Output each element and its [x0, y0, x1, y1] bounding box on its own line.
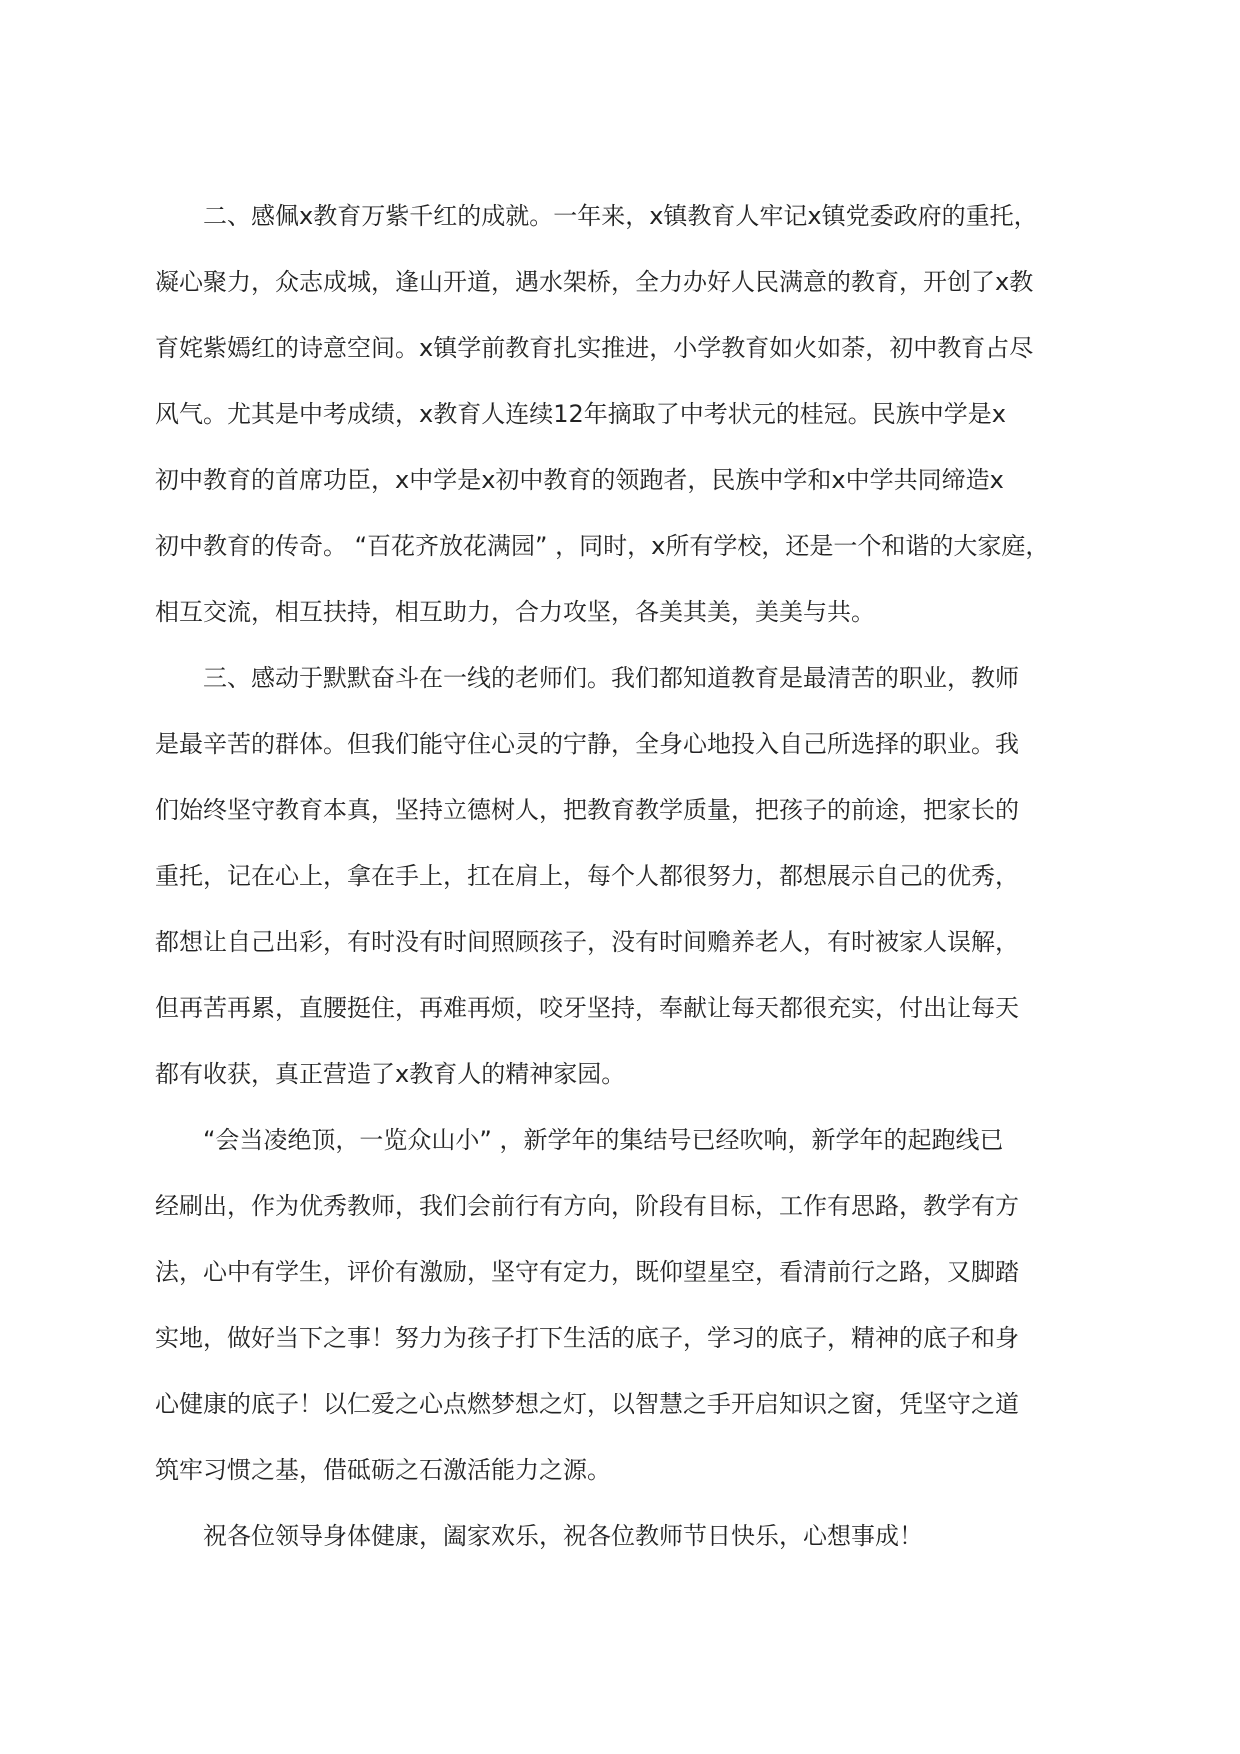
text-line: 二、感佩x教育万紫千红的成就。一年来，x镇教育人牢记x镇党委政府的重托，	[203, 202, 1038, 230]
text-line: 法，心中有学生，评价有激励，坚守有定力，既仰望星空，看清前行之路，又脚踏	[155, 1258, 1019, 1286]
text-line: 是最辛苦的群体。但我们能守住心灵的宁静，全身心地投入自己所选择的职业。我	[155, 730, 1019, 758]
text-line: 实地，做好当下之事！努力为孩子打下生活的底子，学习的底子，精神的底子和身	[155, 1324, 1019, 1352]
text-line: 风气。尤其是中考成绩，x教育人连续12年摘取了中考状元的桂冠。民族中学是x	[155, 400, 1006, 428]
paragraph-closing-wishes	[155, 1503, 1087, 1569]
text-line: 育姹紫嫣红的诗意空间。x镇学前教育扎实推进，小学教育如火如荼，初中教育占尽	[155, 334, 1034, 362]
text-line: 相互交流，相互扶持，相互助力，合力攻坚，各美其美，美美与共。	[155, 598, 875, 626]
paragraph-teachers	[155, 645, 1087, 1107]
text-line: 心健康的底子！以仁爱之心点燃梦想之灯，以智慧之手开启知识之窗，凭坚守之道	[155, 1390, 1019, 1418]
text-line: 经刷出，作为优秀教师，我们会前行有方向，阶段有目标，工作有思路，教学有方	[155, 1192, 1019, 1220]
text-line: 初中教育的首席功臣，x中学是x初中教育的领跑者，民族中学和x中学共同缔造x	[155, 466, 1004, 494]
text-line: 但再苦再累，直腰挺住，再难再烦，咬牙坚持，奉献让每天都很充实，付出让每天	[155, 994, 1019, 1022]
text-line: 三、感动于默默奋斗在一线的老师们。我们都知道教育是最清苦的职业，教师	[203, 664, 1019, 692]
text-line: 初中教育的传奇。 “百花齐放花满园” ，同时，x所有学校，还是一个和谐的大家庭，	[155, 532, 1050, 560]
paragraph-achievements	[155, 183, 1087, 645]
text-line: 祝各位领导身体健康，阖家欢乐，祝各位教师节日快乐，心想事成！	[203, 1522, 923, 1550]
text-line: 都有收获，真正营造了x教育人的精神家园。	[155, 1060, 626, 1088]
text-line: 重托，记在心上，拿在手上，扛在肩上，每个人都很努力，都想展示自己的优秀，	[155, 862, 1019, 890]
text-line: 们始终坚守教育本真，坚持立德树人，把教育教学质量，把孩子的前途，把家长的	[155, 796, 1019, 824]
text-line: 筑牢习惯之基，借砥砺之石激活能力之源。	[155, 1456, 611, 1484]
text-line: “会当凌绝顶，一览众山小” ，新学年的集结号已经吹响，新学年的起跑线已	[203, 1126, 1004, 1154]
text-line: 凝心聚力，众志成城，逢山开道，遇水架桥，全力办好人民满意的教育，开创了x教	[155, 268, 1034, 296]
text-line: 都想让自己出彩，有时没有时间照顾孩子，没有时间赡养老人，有时被家人误解，	[155, 928, 1019, 956]
document-body	[155, 183, 1087, 1569]
paragraph-new-semester	[155, 1107, 1087, 1503]
